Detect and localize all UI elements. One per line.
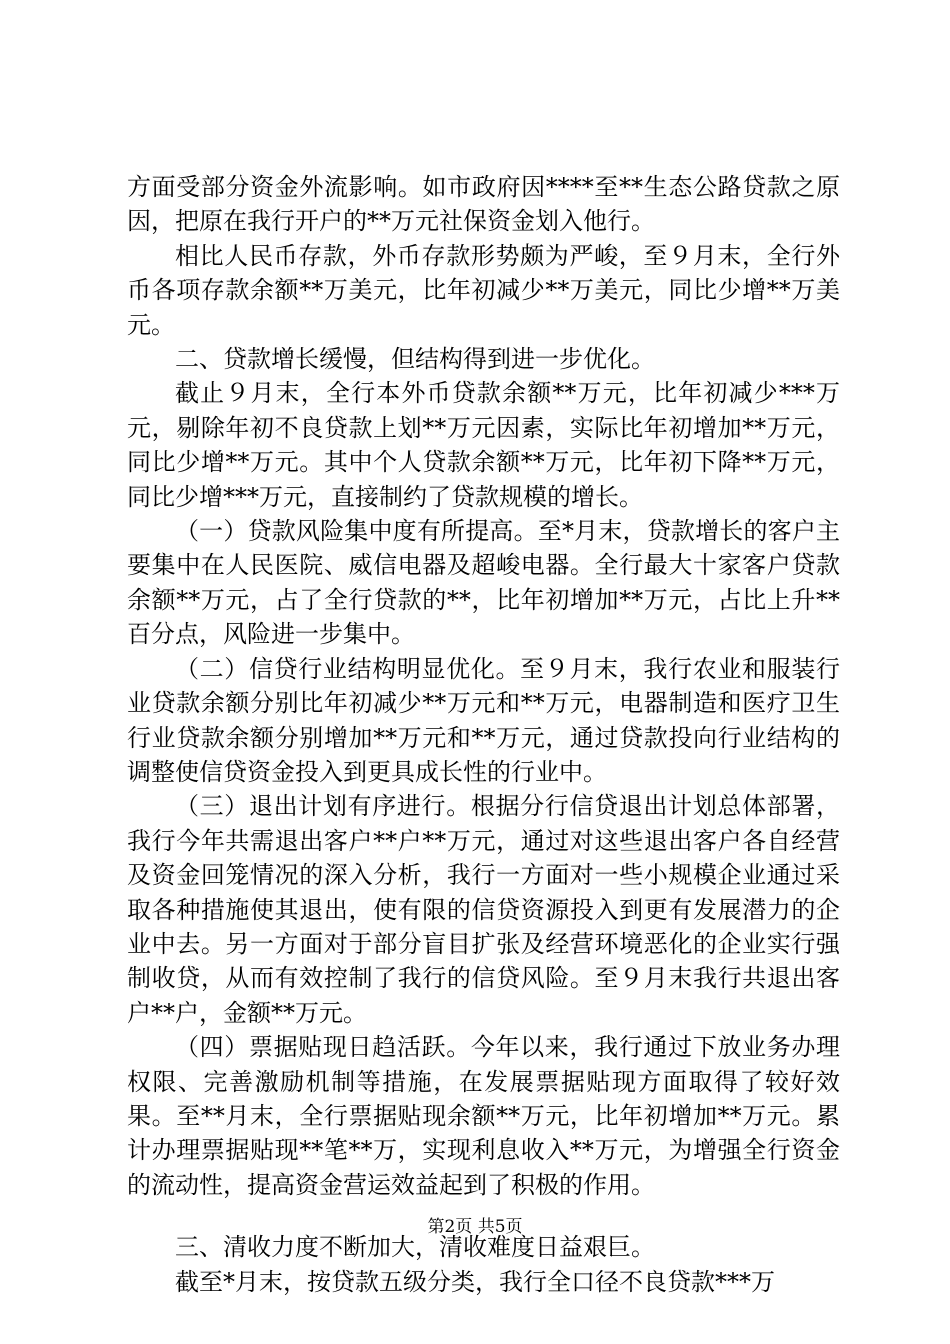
paragraph-continuation: 方面受部分资金外流影响。如市政府因****至**生态公路贷款之原因，把原在我行开户的**万元社保资金划入他行。 [127, 173, 840, 236]
section-heading-collection: 三、清收力度不断加大，清收难度日益艰巨。 [175, 1233, 655, 1262]
section-heading-loans: 二、贷款增长缓慢，但结构得到进一步优化。 [175, 345, 655, 374]
paragraph-exit-plan: （三）退出计划有序进行。根据分行信贷退出计划总体部署，我行今年共需退出客户**户**万元，通过对这些退出客户各自经营及资金回笼情况的深入分析，我行一方面对一些小规模企业通过采取各种措施使其退出，使有限的信贷资源投入到更有发展潜力的企业中去。另一方面对于部分盲目扩张及经营环境恶化的企业实行强制收贷，从而有效控制了我行的信贷风险。至９月末我行共退出客户**户，金额**万元。 [127, 792, 840, 1027]
document-body [127, 170, 840, 1299]
paragraph-loan-balance: 截止９月末，全行本外币贷款余额**万元，比年初减少***万元，剔除年初不良贷款上划**万元因素，实际比年初增加**万元，同比少增**万元。其中个人贷款余额**万元，比年初下降**万元，同比少增***万元，直接制约了贷款规模的增长。 [127, 379, 840, 511]
paragraph-foreign-deposits: 相比人民币存款，外币存款形势颇为严峻，至９月末，全行外币各项存款余额**万美元，比年初减少**万美元，同比少增**万美元。 [127, 241, 840, 339]
paragraph-bill-discount: （四）票据贴现日趋活跃。今年以来，我行通过下放业务办理权限、完善激励机制等措施，在发展票据贴现方面取得了较好效果。至**月末，全行票据贴现余额**万元，比年初增加**万元。累计办理票据贴现**笔**万，实现利息收入**万元，为增强全行资金的流动性，提高资金营运效益起到了积极的作用。 [127, 1033, 840, 1199]
paragraph-industry-structure: （二）信贷行业结构明显优化。至９月末，我行农业和服装行业贷款余额分别比年初减少**万元和**万元，电器制造和医疗卫生行业贷款余额分别增加**万元和**万元，通过贷款投向行业结构的调整使信贷资金投入到更具成长性的行业中。 [127, 654, 840, 786]
paragraph-risk-concentration: （一）贷款风险集中度有所提高。至*月末，贷款增长的客户主要集中在人民医院、威信电器及超峻电器。全行最大十家客户贷款余额**万元，占了全行贷款的**，比年初增加**万元，占比上升**百分点，风险进一步集中。 [127, 517, 840, 649]
page-number-footer: 第2页 共5页 [427, 1217, 523, 1237]
paragraph-nonperforming-loans: 截至*月末，按贷款五级分类，我行全口径不良贷款***万 [175, 1267, 775, 1296]
